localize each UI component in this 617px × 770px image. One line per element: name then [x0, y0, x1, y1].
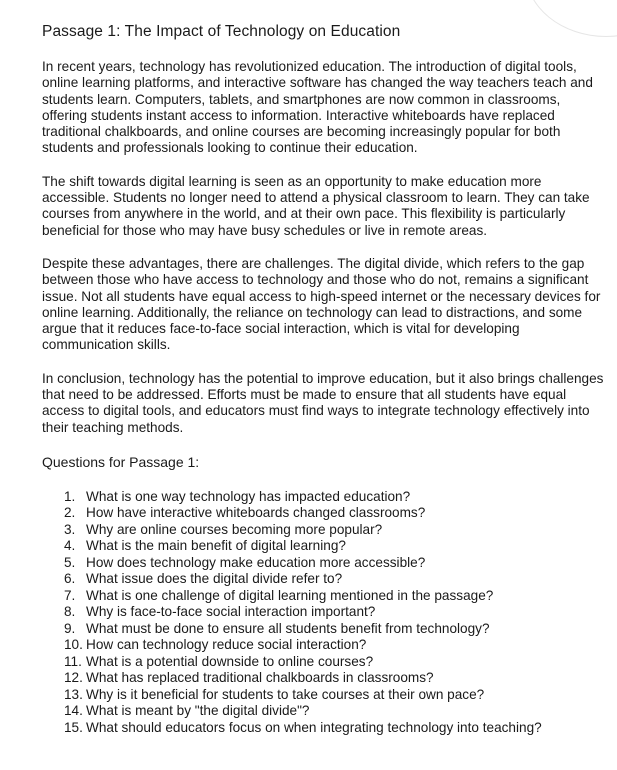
question-item: [64, 489, 608, 506]
paragraph-intro: In recent years, technology has revolutionized education. The introduction of digital tools, online learning platforms, and interactive software has changed the way teachers teach and students learn. Computers, tablets, and smartphones are now common in classrooms, offering students instant access to information. Interactive whiteboards have replaced traditional chalkboards, and online courses are becoming increasingly popular for both students and professionals looking to continue their education.: [42, 59, 593, 156]
question-item: [64, 654, 608, 671]
question-item: [64, 522, 608, 539]
question-text: What is one challenge of digital learning mentioned in the passage?: [86, 587, 494, 603]
question-item: [64, 720, 608, 737]
question-text: What is one way technology has impacted education?: [86, 488, 411, 504]
question-item: [64, 687, 608, 704]
questions-list: [42, 489, 608, 737]
question-number: 12.: [64, 670, 83, 686]
question-number: 8.: [64, 604, 76, 620]
questions-heading: Questions for Passage 1:: [42, 453, 200, 470]
question-text: What is the main benefit of digital learning?: [86, 538, 346, 554]
document-page: [42, 22, 608, 736]
question-text: What is meant by "the digital divide"?: [86, 703, 310, 719]
question-number: 2.: [64, 505, 76, 521]
question-item: [64, 621, 608, 638]
paragraph-digital-learning: The shift towards digital learning is seen as an opportunity to make education more accessible. Students no longer need to attend a physical classroom to learn. They can take courses from anywhere in the world, and at their own pace. This flexibility is particularly beneficial for those who may have busy schedules or live in remote areas.: [42, 173, 590, 238]
paragraph-conclusion: In conclusion, technology has the potential to improve education, but it also brings challenges that need to be addressed. Efforts must be made to ensure that all students have equal access to digital tools, and educators must find ways to integrate technology effectively into their teaching methods.: [42, 370, 604, 435]
question-item: [64, 555, 608, 572]
question-number: 1.: [64, 488, 76, 504]
paragraph-challenges: Despite these advantages, there are challenges. The digital divide, which refers to the gap between those who have access to technology and those who do not, remains a significant issue. Not all students have equal access to high-speed internet or the necessary devices for online learning. Additionally, the reliance on technology can lead to distractions, and some argue that it reduces face-to-face social interaction, which is vital for developing communication skills.: [42, 255, 601, 353]
question-item: [64, 588, 608, 605]
question-text: What must be done to ensure all students benefit from technology?: [86, 620, 490, 636]
question-item: [64, 571, 608, 588]
question-text: What issue does the digital divide refer to?: [86, 571, 343, 587]
question-text: Why are online courses becoming more popular?: [86, 521, 383, 537]
question-number: 5.: [64, 554, 76, 570]
question-number: 9.: [64, 620, 76, 636]
question-number: 14.: [64, 703, 83, 719]
question-item: [64, 637, 608, 654]
question-text: How does technology make education more accessible?: [86, 554, 426, 570]
question-item: [64, 670, 608, 687]
question-number: 15.: [64, 719, 83, 735]
question-number: 10.: [64, 637, 83, 653]
question-number: 4.: [64, 538, 76, 554]
question-item: [64, 505, 608, 522]
question-number: 6.: [64, 571, 76, 587]
question-text: What has replaced traditional chalkboards in classrooms?: [86, 670, 434, 686]
question-text: How have interactive whiteboards changed classrooms?: [86, 505, 426, 521]
question-text: What is a potential downside to online courses?: [86, 653, 374, 669]
question-item: [64, 703, 608, 720]
question-text: Why is it beneficial for students to take courses at their own pace?: [86, 686, 485, 702]
question-item: [64, 538, 608, 555]
question-number: 7.: [64, 587, 76, 603]
question-number: 13.: [64, 686, 83, 702]
question-number: 11.: [64, 653, 82, 669]
passage-title: Passage 1: The Impact of Technology on Education: [42, 23, 401, 40]
question-text: What should educators focus on when integrating technology into teaching?: [86, 719, 542, 735]
question-item: [64, 604, 608, 621]
question-number: 3.: [64, 521, 76, 537]
question-text: How can technology reduce social interaction?: [86, 637, 367, 653]
question-text: Why is face-to-face social interaction important?: [86, 604, 376, 620]
